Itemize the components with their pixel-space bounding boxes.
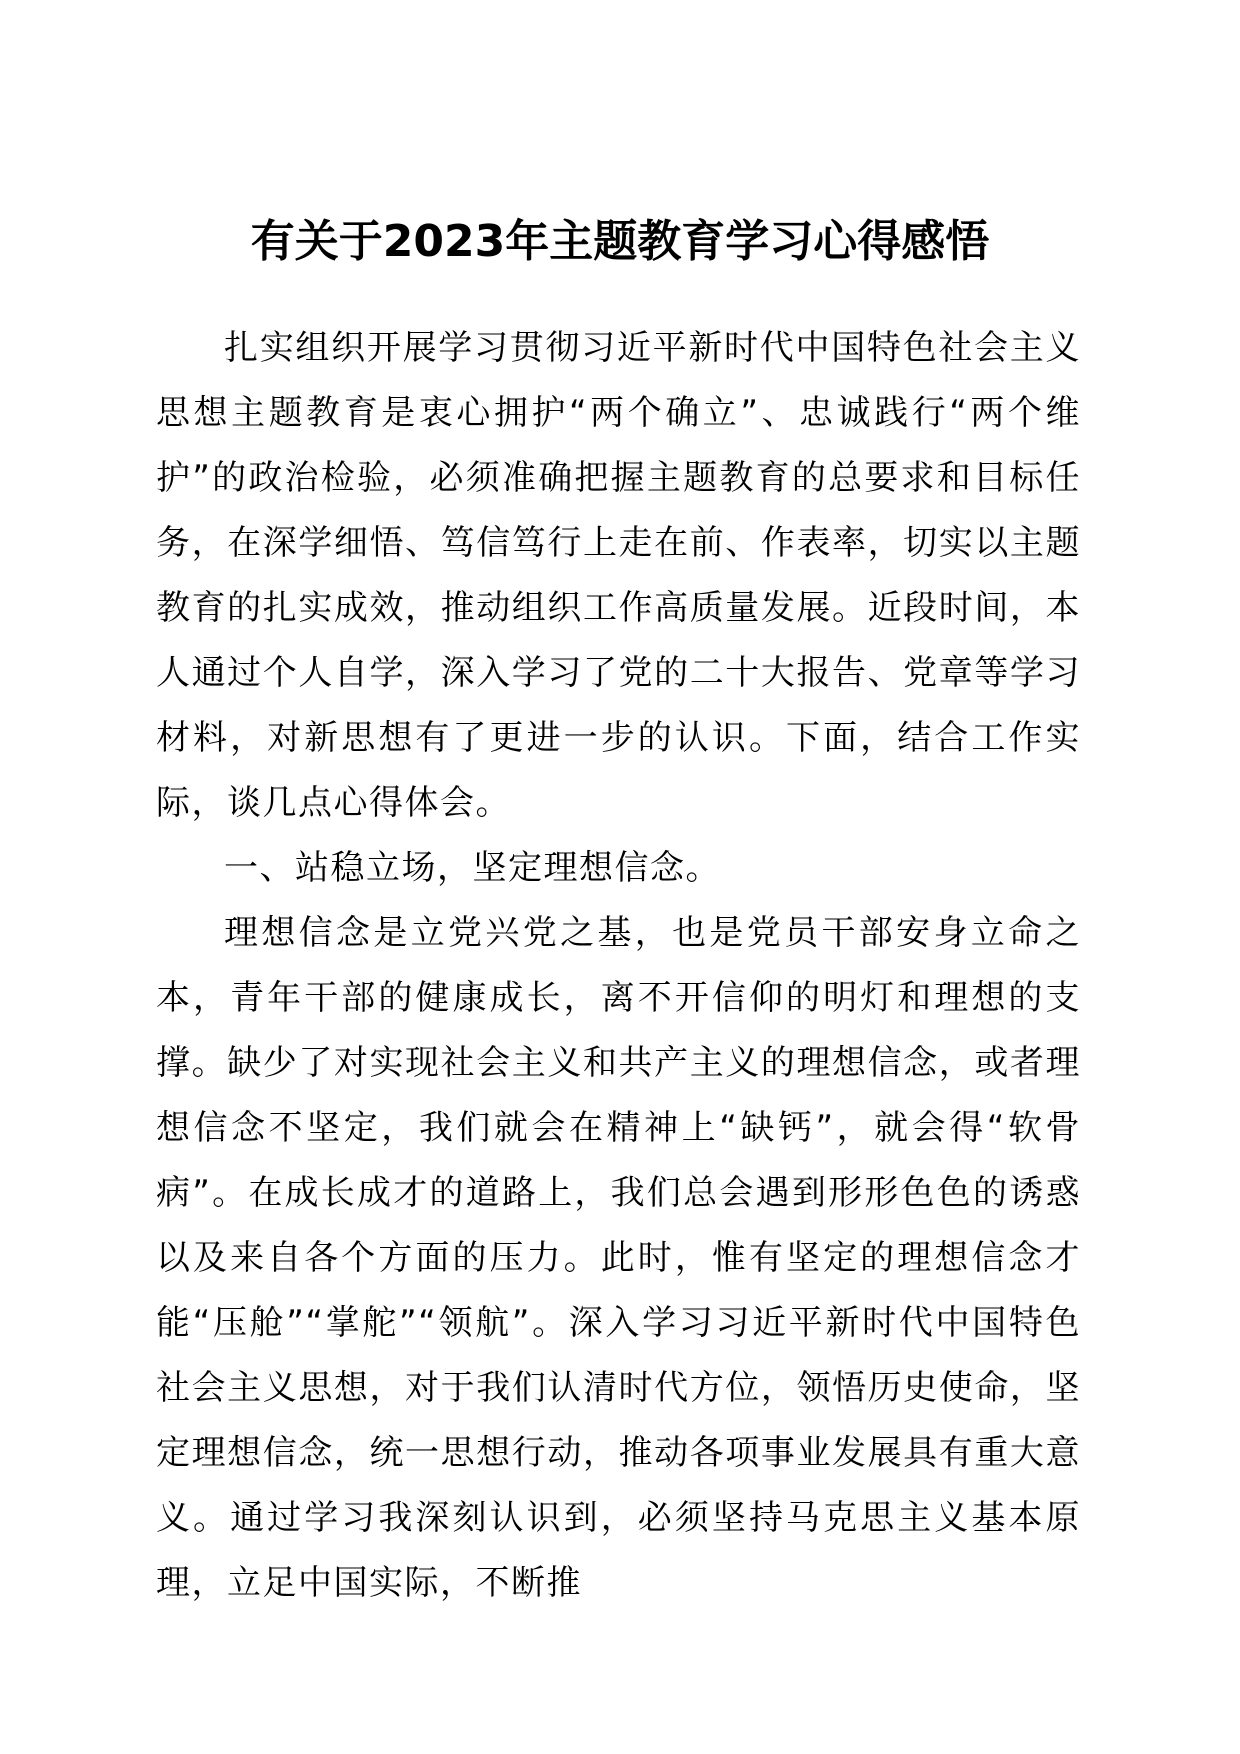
section-heading-1: 一、站稳立场，坚定理想信念。 bbox=[224, 848, 721, 888]
document-body bbox=[156, 316, 1081, 1616]
document-title: 有关于2023年主题教育学习心得感悟 bbox=[250, 216, 990, 267]
paragraph-intro: 扎实组织开展学习贯彻习近平新时代中国特色社会主义思想主题教育是衷心拥护“两个确立”、忠诚践行“两个维护”的政治检验，必须准确把握主题教育的总要求和目标任务，在深学细悟、笃信笃行上走在前、作表率，切实以主题教育的扎实成效，推动组织工作高质量发展。近段时间，本人通过个人自学，深入学习了党的二十大报告、党章等学习材料，对新思想有了更进一步的认识。下面，结合工作实际，谈几点心得体会。 bbox=[156, 328, 1081, 823]
paragraph-section-1: 理想信念是立党兴党之基，也是党员干部安身立命之本，青年干部的健康成长，离不开信仰的明灯和理想的支撑。缺少了对实现社会主义和共产主义的理想信念，或者理想信念不坚定，我们就会在精神上“缺钙”，就会得“软骨病”。在成长成才的道路上，我们总会遇到形形色色的诱惑以及来自各个方面的压力。此时，惟有坚定的理想信念才能“压舱”“掌舵”“领航”。深入学习习近平新时代中国特色社会主义思想，对于我们认清时代方位，领悟历史使命，坚定理想信念，统一思想行动，推动各项事业发展具有重大意义。通过学习我深刻认识到，必须坚持马克思主义基本原理，立足中国实际，不断推 bbox=[156, 913, 1081, 1603]
